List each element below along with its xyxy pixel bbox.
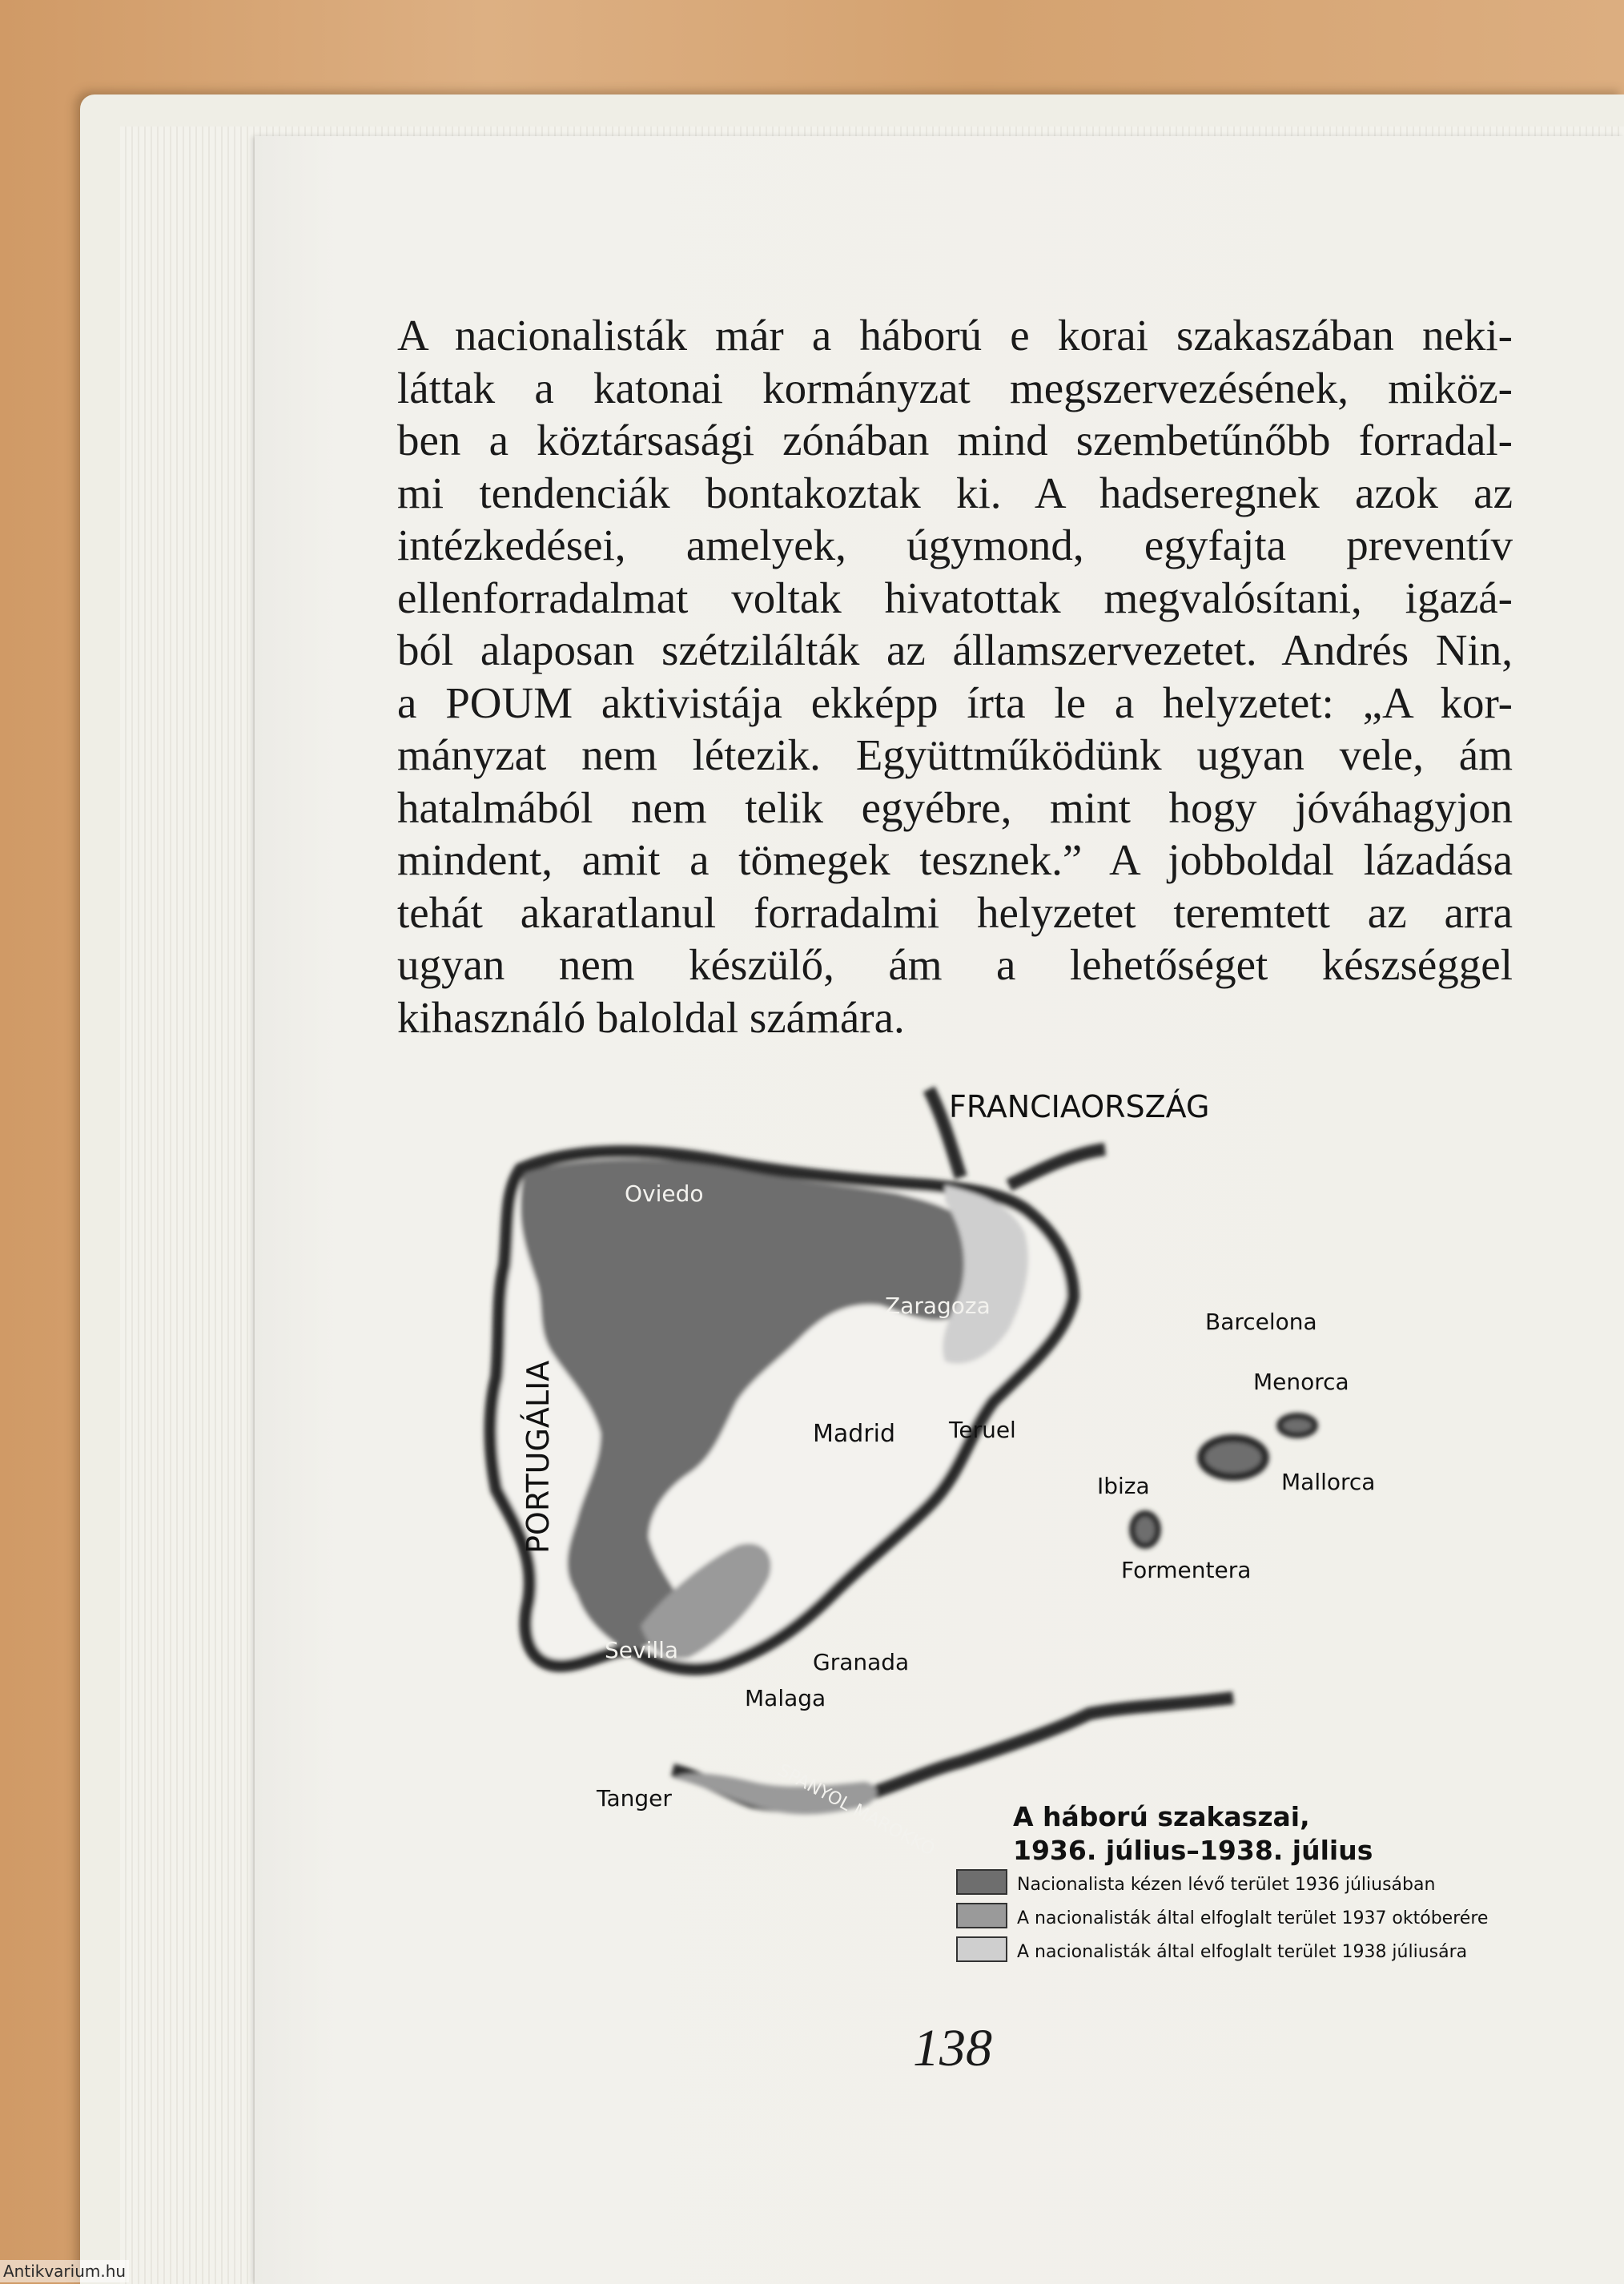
city-sevilla: Sevilla: [605, 1637, 679, 1663]
text-line: láttak a katonai kormányzat megszervezésének, miköz-: [397, 363, 1513, 412]
menorca-island: [1280, 1416, 1315, 1435]
city-tanger: Tanger: [597, 1785, 672, 1812]
france-label: FRANCIAORSZÁG: [949, 1089, 1210, 1124]
morocco-label: SPANYOL MAROKKÓ: [774, 1760, 939, 1860]
text-line: mindent, amit a tömegek tesznek.” A jobboldal lázadása: [397, 835, 1513, 884]
watermark: Antikvarium.hu: [0, 2260, 129, 2282]
text-line: a POUM aktivistája ekképp írta le a helyzetet: „A kor-: [397, 678, 1513, 727]
map-svg: [448, 1073, 1546, 1970]
portugal-label: PORTUGÁLIA: [521, 1360, 556, 1554]
city-malaga: Malaga: [745, 1685, 826, 1711]
spain-civil-war-map: [448, 1073, 1546, 1970]
text-line: ból alaposan szétzilálták az államszervezetet. Andrés Nin,: [397, 625, 1513, 674]
text-line: ben a köztársasági zónában mind szembetűnőbb forradal-: [397, 416, 1513, 464]
city-teruel: Teruel: [949, 1417, 1016, 1443]
text-line: ellenforradalmat voltak hivatottak megvalósítani, igazá-: [397, 573, 1513, 622]
city-zaragoza: Zaragoza: [885, 1293, 991, 1319]
text-line: kihasználó baloldal számára.: [397, 992, 905, 1042]
text-line: mi tendenciák bontakoztak ki. A hadseregnek azok az: [397, 468, 1513, 517]
text-line: mányzat nem létezik. Együttműködünk ugyan vele, ám: [397, 730, 1513, 779]
legend-label-1937: A nacionalisták által elfoglalt terület 1937 októberére: [1017, 1908, 1489, 1928]
city-granada: Granada: [813, 1649, 910, 1675]
city-oviedo: Oviedo: [625, 1180, 704, 1207]
legend-title-1: A háború szakaszai,: [1013, 1801, 1310, 1832]
text-line: ugyan nem készülő, ám a lehetőséget készséggel: [397, 940, 1513, 989]
text-line: A nacionalisták már a háború e korai szakaszában neki-: [397, 311, 1513, 360]
city-barcelona: Barcelona: [1205, 1309, 1317, 1335]
text-line: tehát akaratlanul forradalmi helyzetet teremtett az arra: [397, 887, 1513, 937]
page-number: 138: [913, 2019, 992, 2077]
mallorca-island: [1201, 1438, 1265, 1477]
body-paragraph: [397, 309, 1513, 1043]
text-line: hatalmából nem telik egyébre, mint hogy jóváhagyjon: [397, 782, 1513, 832]
city-madrid: Madrid: [813, 1420, 896, 1448]
city-ibiza: Ibiza: [1097, 1473, 1150, 1499]
city-formentera: Formentera: [1121, 1557, 1252, 1583]
ibiza-island: [1132, 1514, 1158, 1546]
legend-label-1936: Nacionalista kézen lévő terület 1936 júliusában: [1017, 1875, 1436, 1895]
legend-swatch-1936: [957, 1870, 1007, 1894]
city-mallorca: Mallorca: [1281, 1469, 1376, 1495]
map-legend: [957, 1801, 1488, 1962]
city-menorca: Menorca: [1253, 1369, 1349, 1395]
text-line: intézkedései, amelyek, úgymond, egyfajta preventív: [397, 521, 1513, 569]
legend-title-2: 1936. július–1938. július: [1013, 1835, 1373, 1866]
legend-swatch-1938: [957, 1937, 1007, 1961]
legend-label-1938: A nacionalisták által elfoglalt terület 1938 júliusára: [1017, 1942, 1468, 1962]
legend-swatch-1937: [957, 1904, 1007, 1928]
